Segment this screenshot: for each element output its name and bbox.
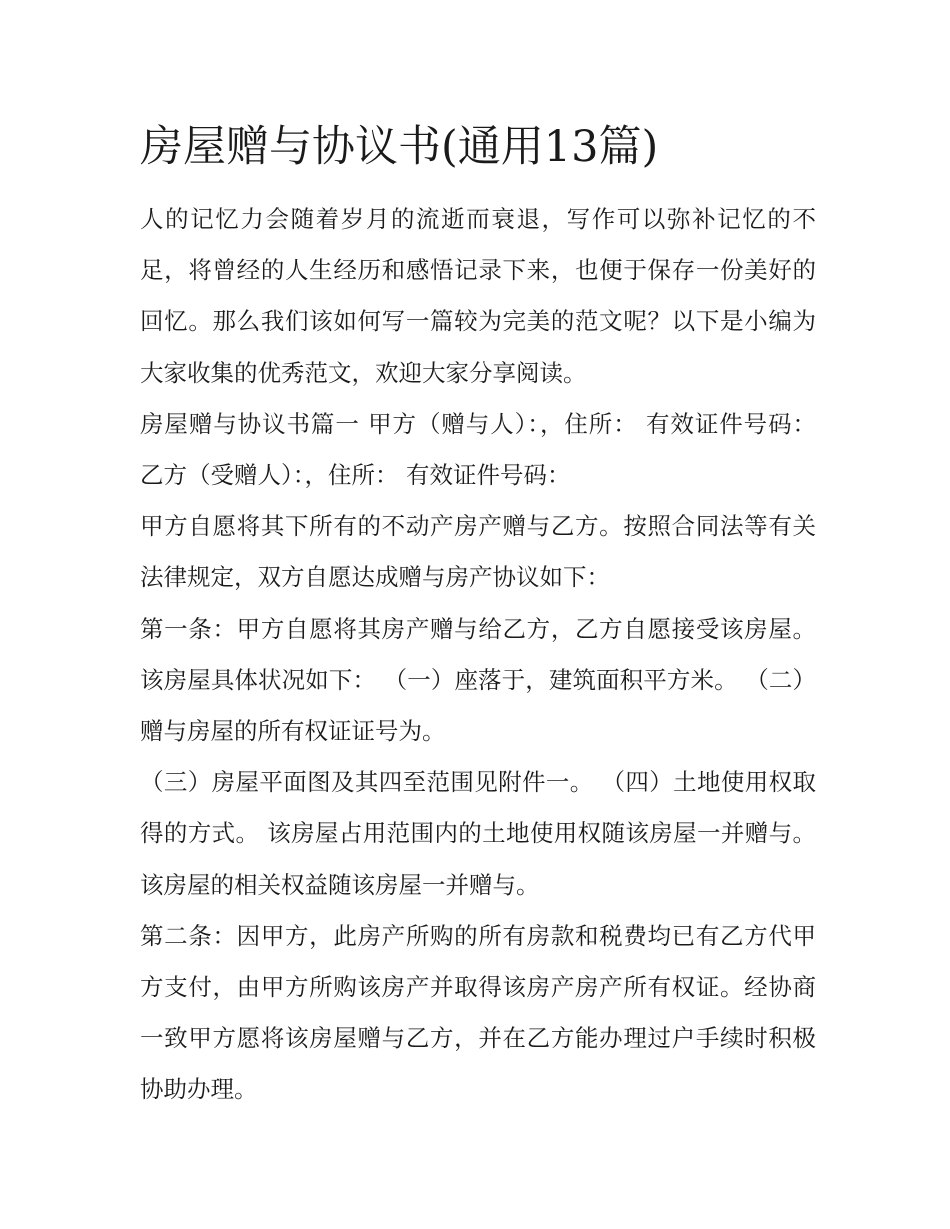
paragraph-agreement: 甲方自愿将其下所有的不动产房产赠与乙方。按照合同法等有关法律规定，双方自愿达成赠与房产协议如下： — [140, 512, 816, 592]
paragraph-intro: 人的记忆力会随着岁月的流逝而衰退，写作可以弥补记忆的不足，将曾经的人生经历和感悟记录下来，也便于保存一份美好的回忆。那么我们该如何写一篇较为完美的范文呢？以下是小编为大家收集的优秀范文，欢迎大家分享阅读。 — [140, 205, 816, 387]
paragraph-article-1: 第一条：甲方自愿将其房产赠与给乙方，乙方自愿接受该房屋。该房屋具体状况如下： （一）座落于，建筑面积平方米。 （二）赠与房屋的所有权证证号为。 — [140, 614, 816, 746]
paragraph-parties: 房屋赠与协议书篇一 甲方（赠与人）：，住所： 有效证件号码： 乙方（受赠人）：，住所： 有效证件号码： — [140, 409, 816, 490]
document-title: 房屋赠与协议书(通用13篇) — [140, 122, 659, 172]
document-page — [140, 112, 816, 1116]
paragraph-article-1-cont: （三）房屋平面图及其四至范围见附件一。 （四）土地使用权取得的方式。 该房屋占用范围内的土地使用权随该房屋一并赠与。 该房屋的相关权益随该房屋一并赠与。 — [140, 768, 816, 899]
paragraph-article-2: 第二条：因甲方，此房产所购的所有房款和税费均已有乙方代甲方支付，由甲方所购该房产并取得该房产房产所有权证。经协商一致甲方愿将该房屋赠与乙方，并在乙方能办理过户手续时积极协助办理。 — [140, 921, 816, 1104]
